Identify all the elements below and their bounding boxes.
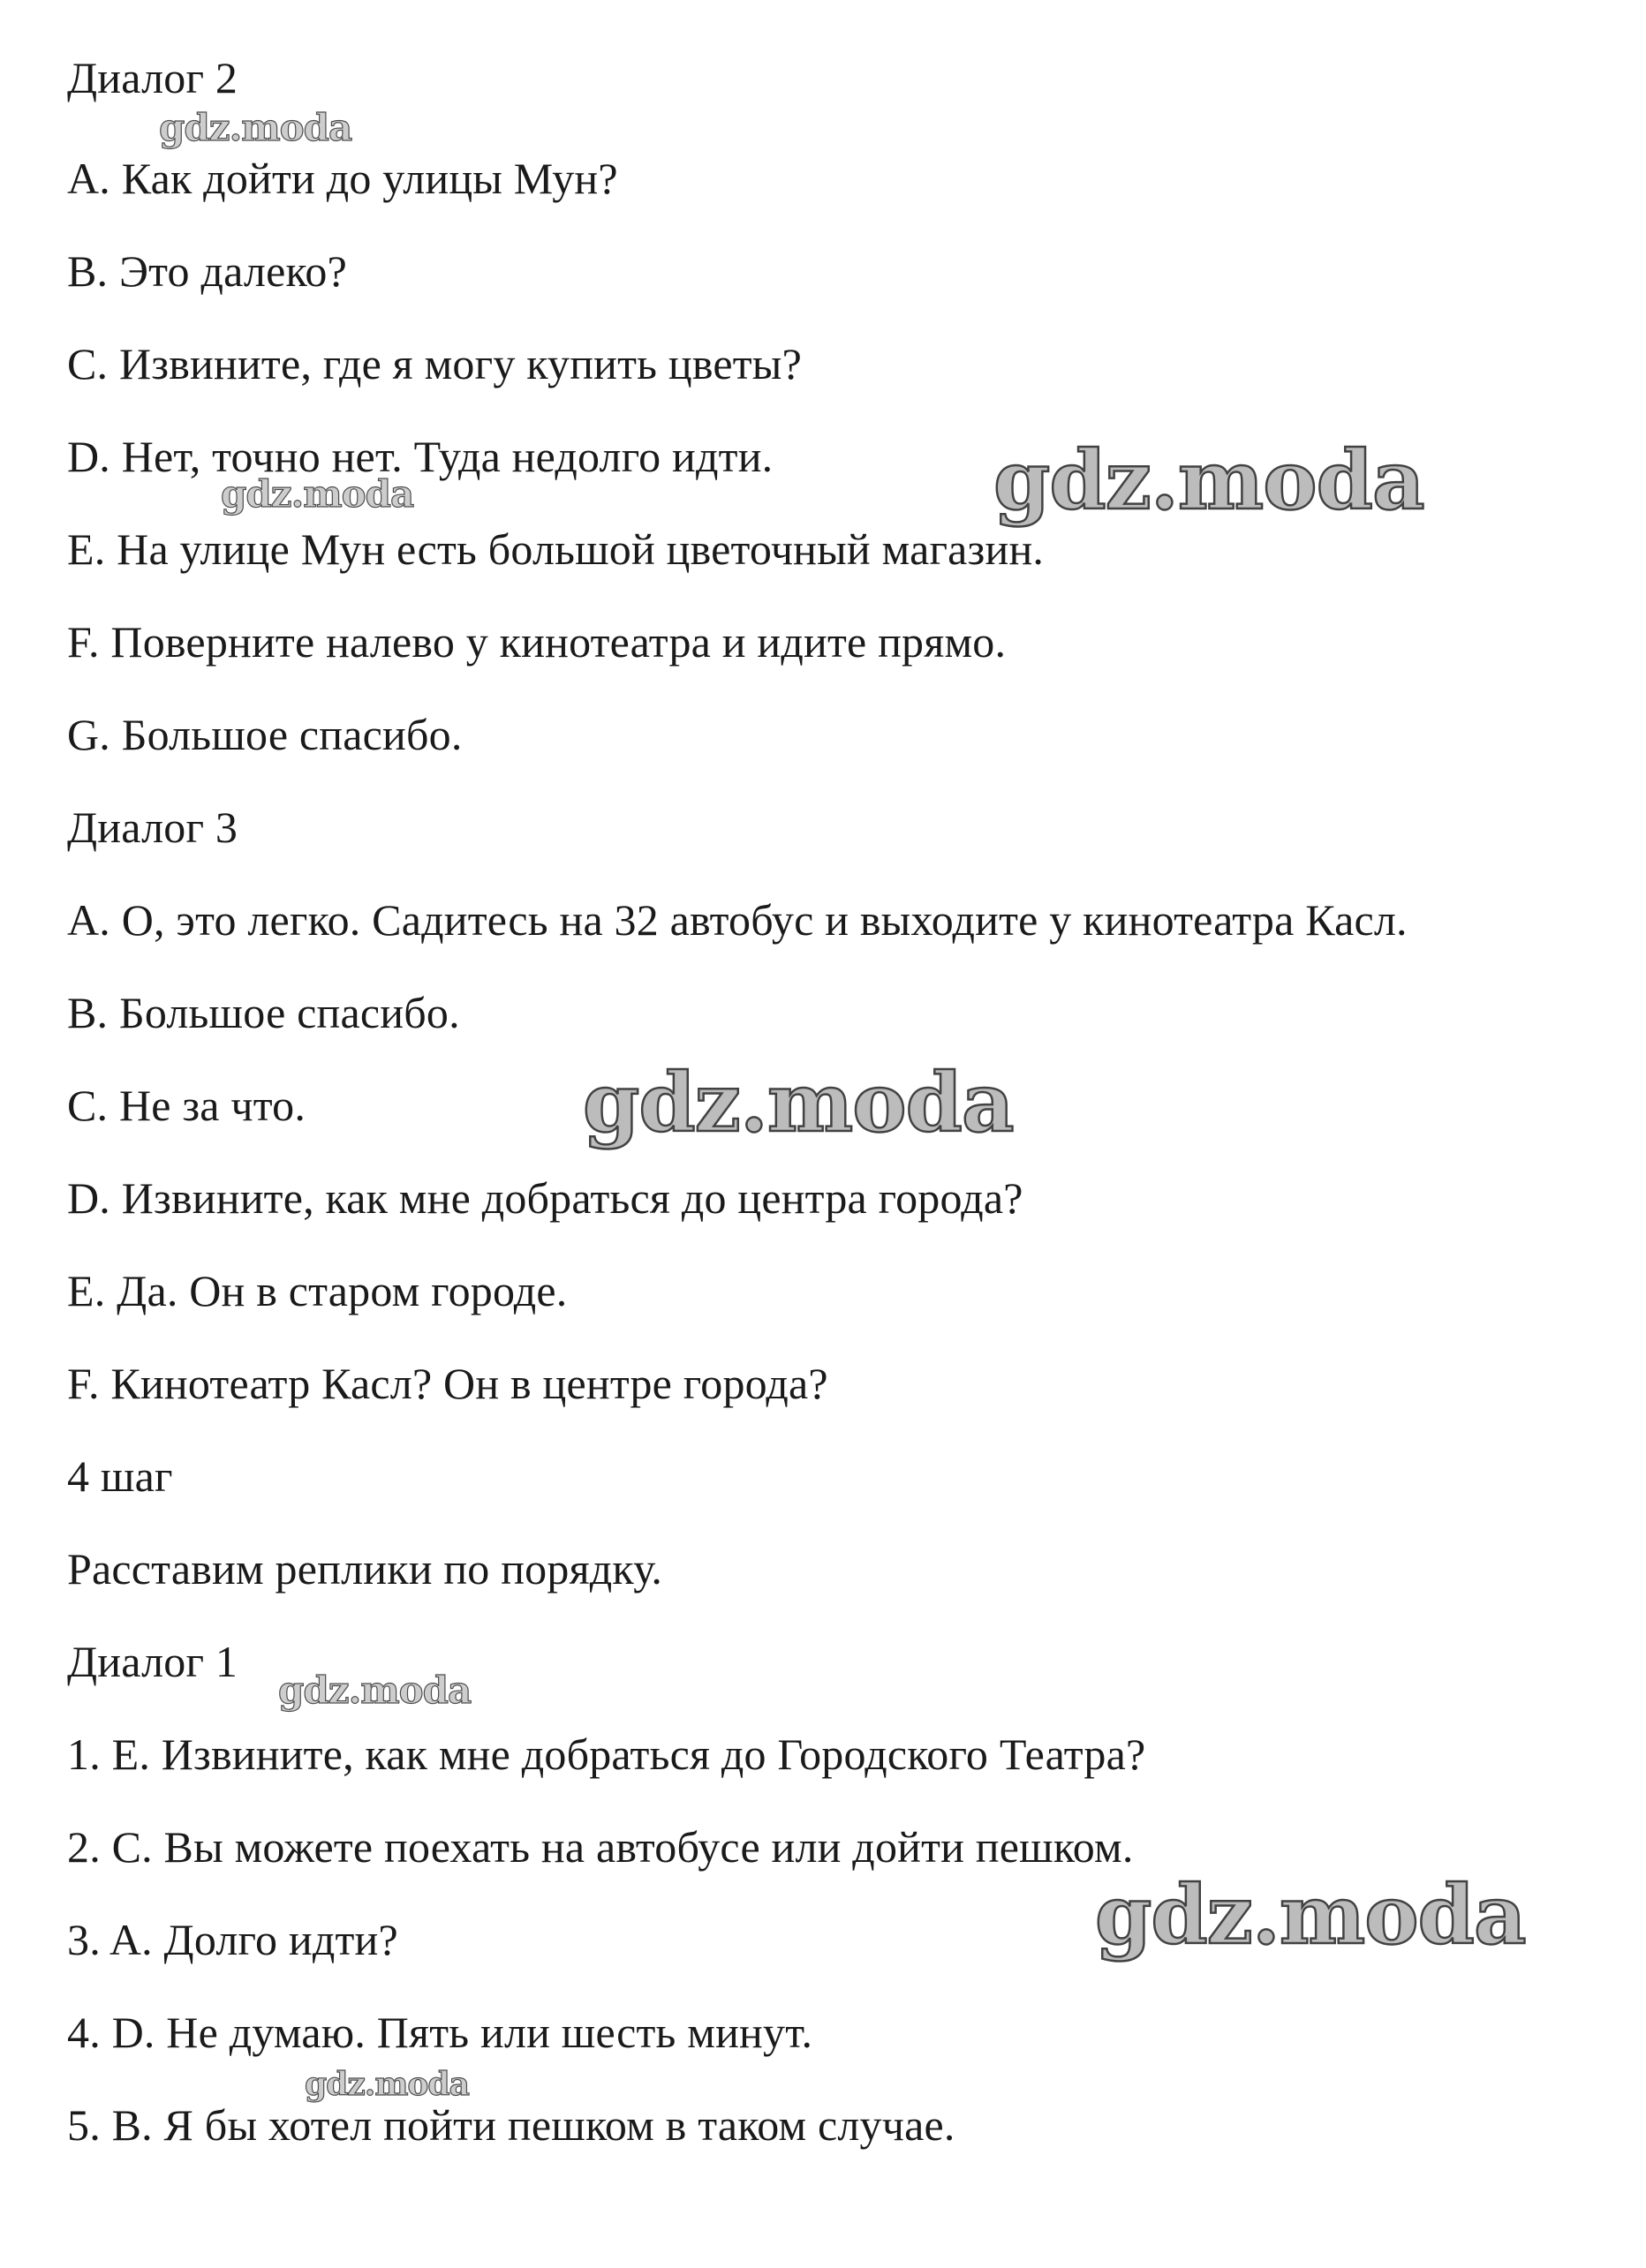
dialog-3-line-d: D. Извините, как мне добраться до центра города? — [67, 1173, 1023, 1223]
dialog-1-line-3: 3. A. Долго идти? — [67, 1915, 398, 1964]
dialog-3-line-f: F. Кинотеатр Касл? Он в центре города? — [67, 1359, 828, 1408]
dialog-1-line-1: 1. E. Извините, как мне добраться до Городского Театра? — [67, 1729, 1146, 1779]
dialog-2-line-a: A. Как дойти до улицы Мун? — [67, 154, 618, 203]
dialog-1-line-2: 2. C. Вы можете поехать на автобусе или дойти пешком. — [67, 1822, 1134, 1872]
watermark-logo: gdz.moda — [305, 2066, 469, 2103]
dialog-3-line-c: C. Не за что. — [67, 1081, 306, 1130]
dialog-3-line-e: E. Да. Он в старом городе. — [67, 1266, 568, 1315]
watermark-logo: gdz.moda — [993, 433, 1424, 528]
dialog-2-line-e: E. На улице Мун есть большой цветочный магазин. — [67, 524, 1045, 574]
watermark-logo: gdz.moda — [1095, 1867, 1526, 1963]
dialog-3-line-b: B. Большое спасибо. — [67, 988, 460, 1037]
watermark-logo: gdz.moda — [278, 1669, 472, 1712]
dialog-2-line-d: D. Нет, точно нет. Туда недолго идти. — [67, 432, 774, 481]
dialog-1-heading: Диалог 1 — [67, 1637, 238, 1686]
step-4-heading: 4 шаг — [67, 1451, 173, 1501]
dialog-2-line-c: C. Извините, где я могу купить цветы? — [67, 339, 802, 388]
dialog-2-heading: Диалог 2 — [67, 53, 238, 102]
dialog-3-heading: Диалог 3 — [67, 802, 238, 852]
dialog-1-line-5: 5. B. Я бы хотел пойти пешком в таком случае. — [67, 2100, 955, 2150]
dialog-1-line-4: 4. D. Не думаю. Пять или шесть минут. — [67, 2008, 813, 2057]
watermark-logo: gdz.moda — [221, 472, 414, 516]
dialog-2-line-f: F. Поверните налево у кинотеатра и идите прямо. — [67, 617, 1007, 667]
dialog-2-line-g: G. Большое спасибо. — [67, 710, 463, 759]
watermark-logo: gdz.moda — [159, 106, 352, 149]
instruction-text: Расставим реплики по порядку. — [67, 1544, 663, 1594]
watermark-logo: gdz.moda — [583, 1055, 1014, 1150]
dialog-2-line-b: B. Это далеко? — [67, 246, 348, 296]
dialog-3-line-a: A. О, это легко. Садитесь на 32 автобус и выходите у кинотеатра Касл. — [67, 895, 1408, 945]
